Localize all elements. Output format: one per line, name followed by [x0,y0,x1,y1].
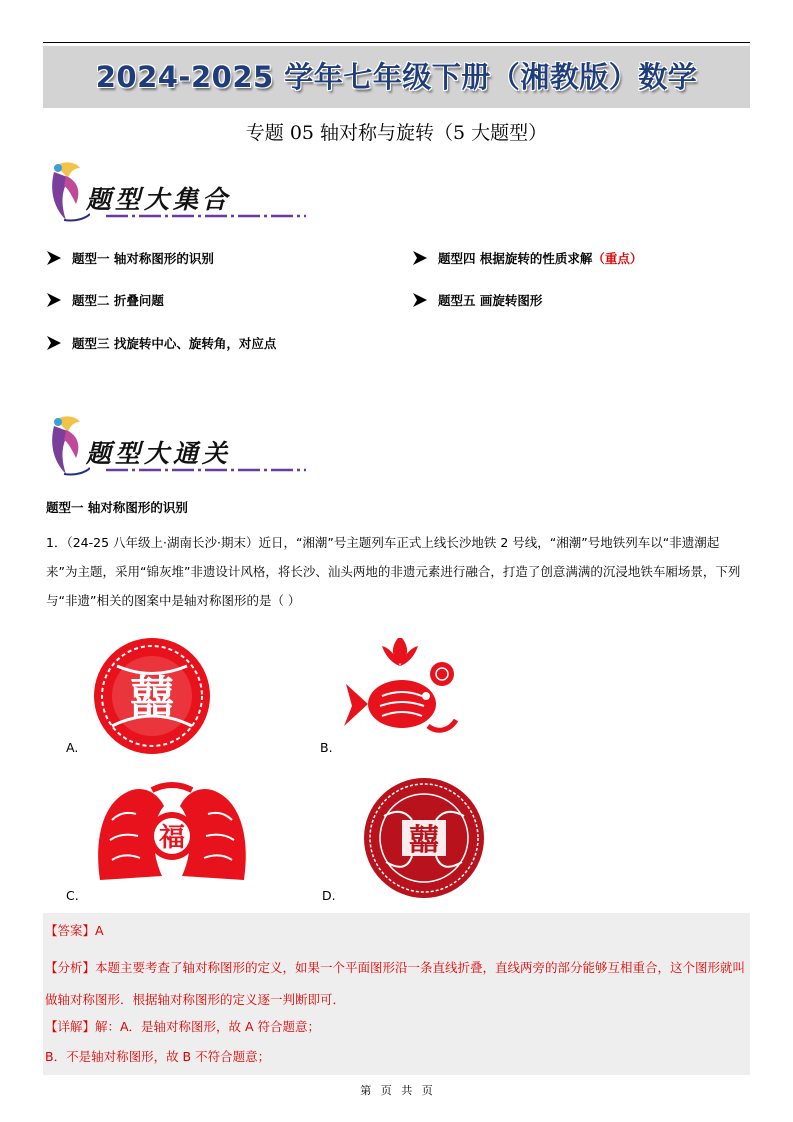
toc-highlight-badge: （重点） [592,251,643,266]
arrow-right-icon [46,292,62,308]
mascot-logo-icon [46,412,90,482]
page-subtitle: 专题 05 轴对称与旋转（5 大题型） [245,122,548,144]
analysis-text: 【分析】本题主要考查了轴对称图形的定义，如果一个平面图形沿一条直线折叠，直线两旁的部分能够互相重合，这个图形就叫做轴对称图形．根据轴对称图形的定义逐一判断即可． [45,960,746,1007]
option-c-label: C. [66,888,79,903]
toc-item-5[interactable] [412,291,542,309]
toc-item-2[interactable] [46,291,164,309]
papercut-fish-lotus-image[interactable] [342,634,460,742]
mascot-logo-icon [46,158,90,228]
arrow-right-icon [412,250,428,266]
header-rule [43,42,750,43]
dashed-rule-decoration [106,212,306,220]
answer-panel [43,913,750,1075]
section-title-pass: 题型大通关 [86,439,232,468]
section-header-collection [46,158,276,228]
arrow-right-icon [46,250,62,266]
papercut-glyph: 福 [158,823,186,853]
arrow-right-icon [412,292,428,308]
question-text: 1．（24-25 八年级上·湖南长沙·期末）近日，“湘潮”号主题列车正式上线长沙地铁 2 号线，“湘潮”号地铁列车以“非遗潮起来”为主题，采用“锦灰堆”非遗设计风格，将长沙、汕头两地的非遗元素进行融合，打造了创意满满的沉浸地铁车厢场景，下列与“非遗”相关的图案中是轴对称图形的是（ ） [46,535,741,608]
papercut-double-happiness-image[interactable] [92,636,212,756]
papercut-glyph: 囍 [130,672,174,723]
toc-item-label: 题型四 根据旋转的性质求解 [438,251,593,266]
option-d-label: D. [322,888,336,903]
section-title-collection: 题型大集合 [86,185,232,214]
toc-item-label: 题型五 画旋转图形 [438,293,543,308]
papercut-twin-fish-image[interactable] [92,780,252,892]
page-footer: 第 页 共 页 [360,1084,433,1097]
option-b-label: B. [320,740,333,755]
toc-item-label: 题型二 折叠问题 [72,293,164,308]
arrow-right-icon [46,335,62,351]
toc-item-label: 题型三 找旋转中心、旋转角，对应点 [72,336,277,351]
section-header-pass [46,412,276,482]
toc-item-1[interactable] [46,249,214,267]
answer-line: 【答案】A [45,923,104,938]
dashed-rule-decoration [106,466,306,474]
option-a-label: A. [66,740,79,755]
banner-title: 2024-2025 学年七年级下册（湘教版）数学 [43,46,750,108]
question-type-heading: 题型一 轴对称图形的识别 [46,500,188,515]
papercut-ornate-circle-image[interactable] [362,776,486,900]
toc-item-4[interactable] [412,249,642,267]
toc-item-label: 题型一 轴对称图形的识别 [72,251,214,266]
toc-item-3[interactable] [46,334,276,352]
papercut-glyph: 囍 [409,823,439,858]
detail-line-1: 【详解】解：A．是轴对称图形，故 A 符合题意； [45,1019,321,1034]
detail-line-2: B．不是轴对称图形，故 B 不符合题意； [45,1049,271,1064]
